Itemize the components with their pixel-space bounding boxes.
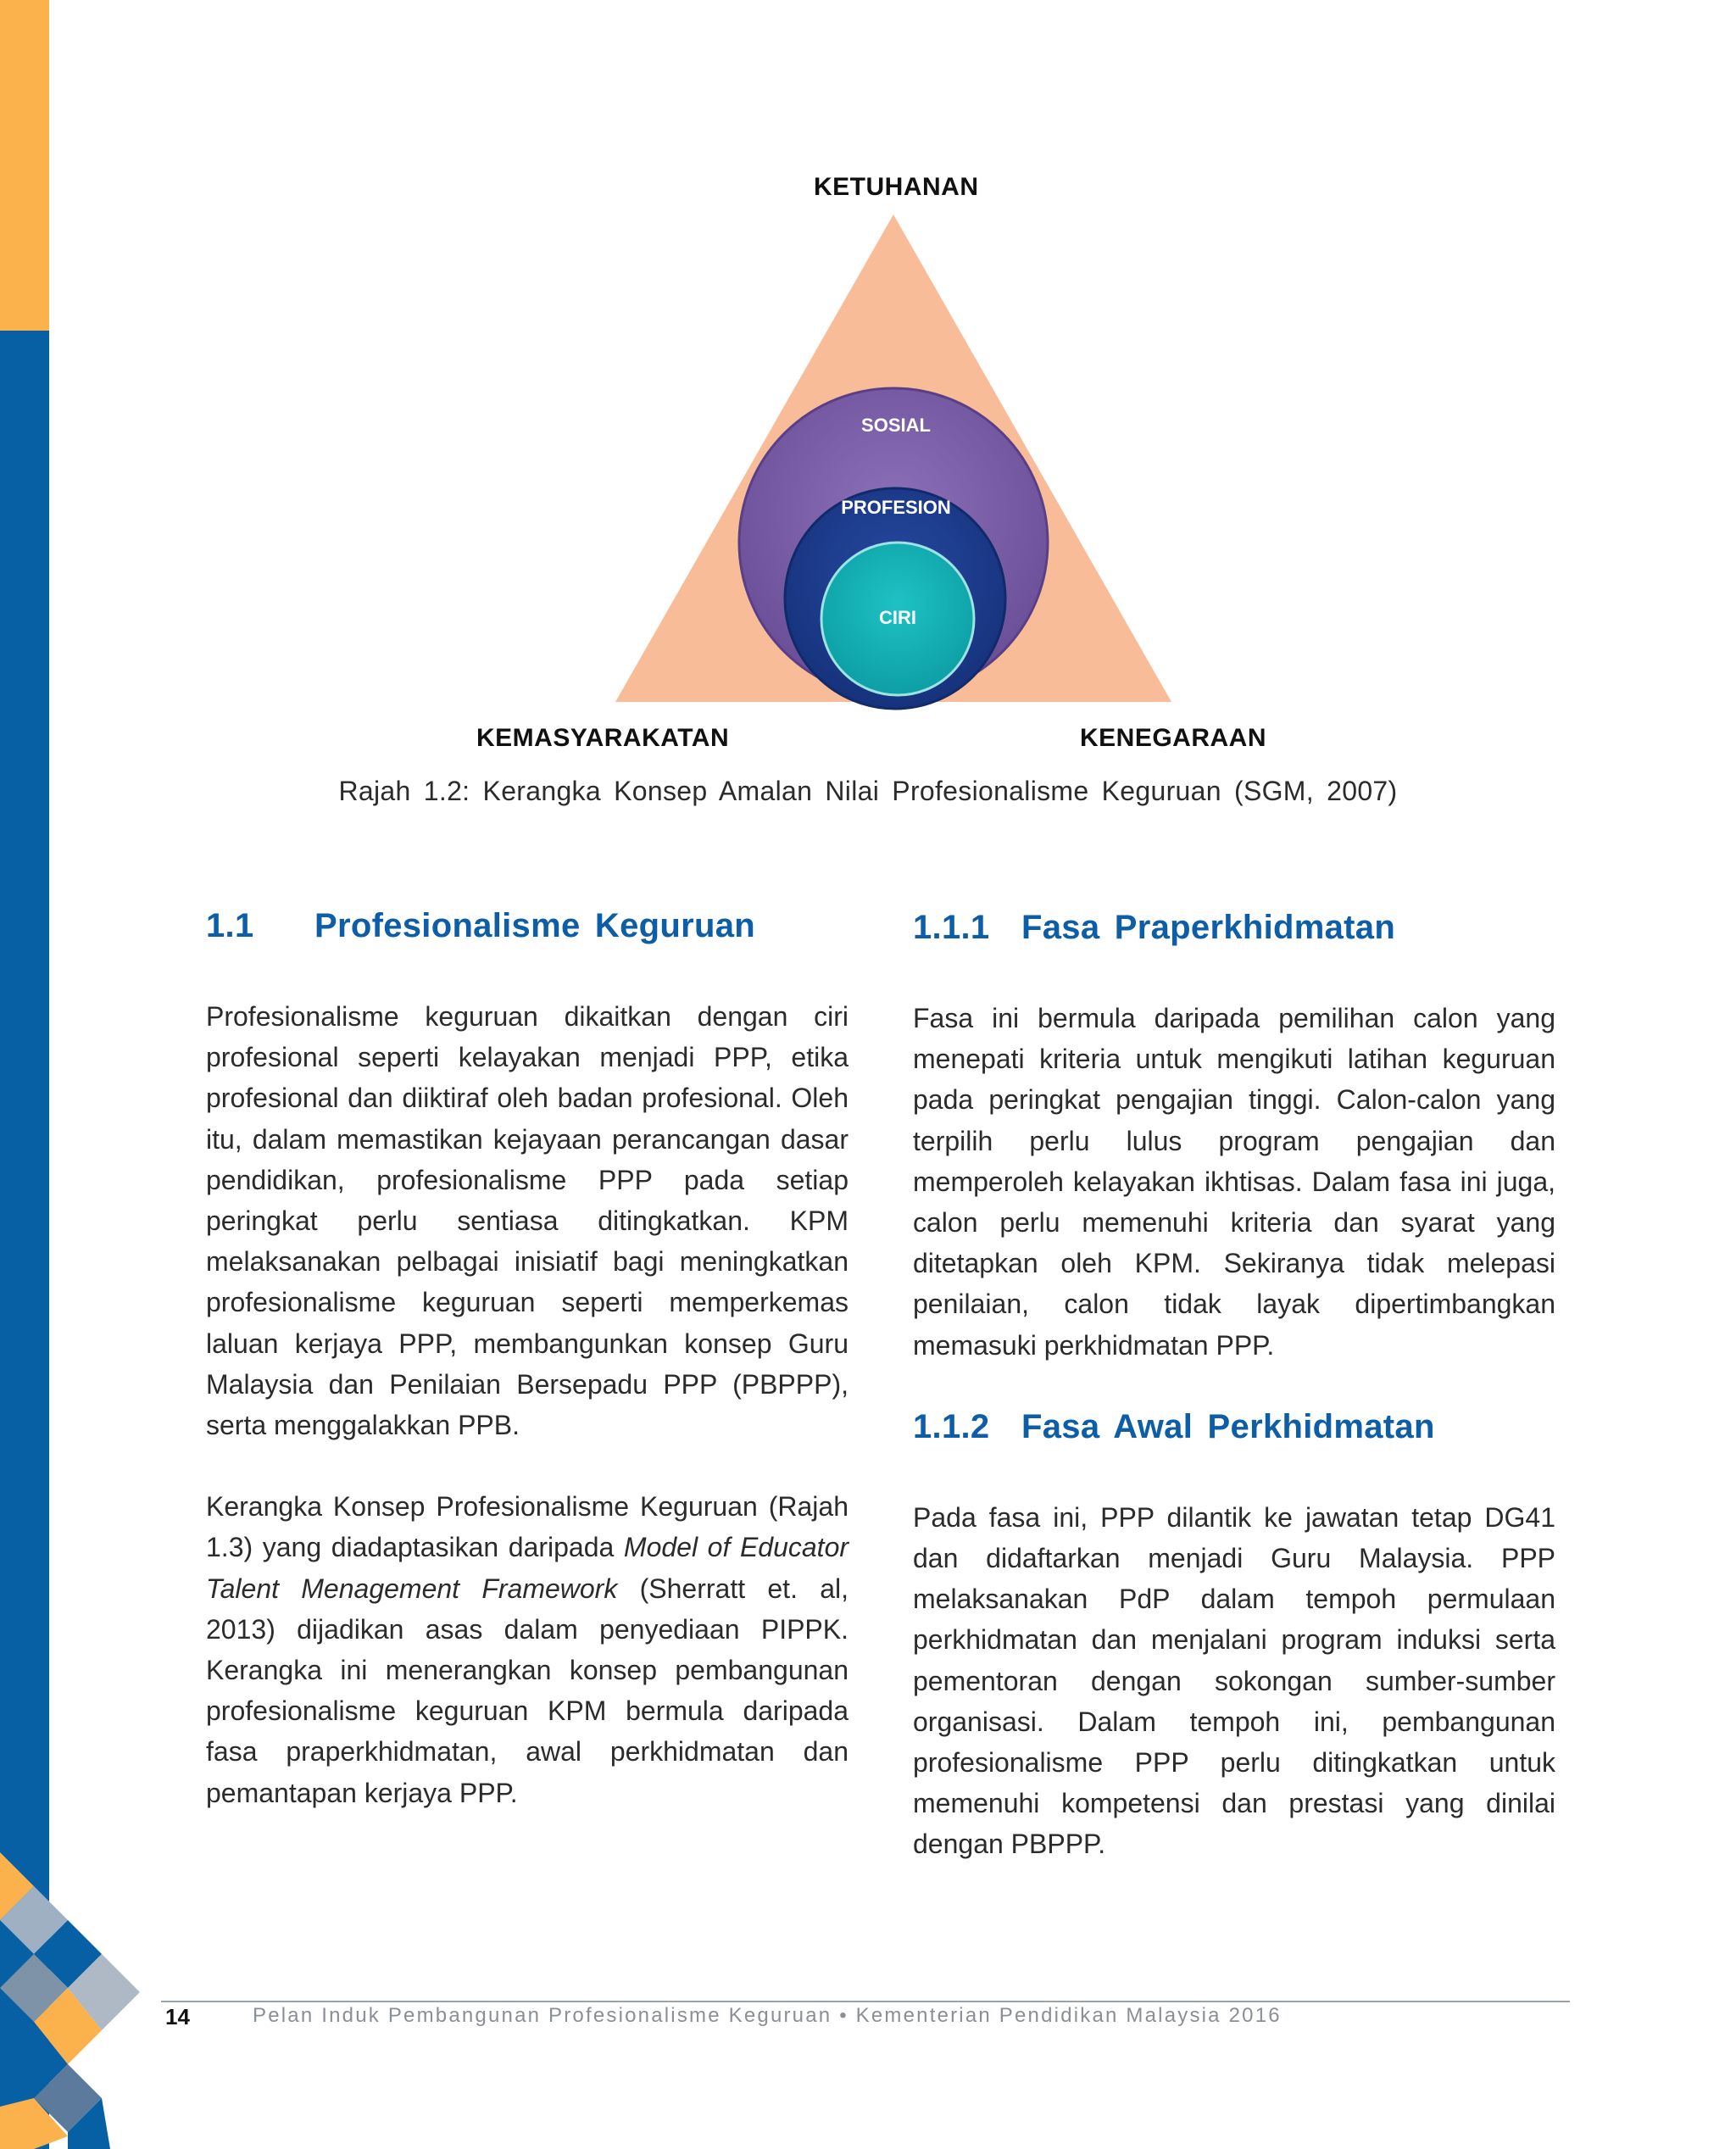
paragraph: Fasa ini bermula daripada pemilihan calon yang menepati kriteria untuk mengikuti latihan keguruan pada peringkat pengajian tinggi. Calon-calon yang terpilih perlu lulus program pengajian dan memperoleh kelayakan ikhtisas. Dalam fasa ini juga, calon perlu memenuhi kriteria dan syarat yang ditetapkan oleh KPM. Sekiranya tidak melepasi penilaian, calon tidak layak dipertimbangkan memasuki perkhidmatan PPP. [913,1003,1555,1361]
italic-reference: Model of Educator Talent Menagement Framework [206,1532,849,1604]
section-heading-1-1 [206,907,849,945]
footer-text: Pelan Induk Pembangunan Profesionalisme Keguruan • Kementerian Pendidikan Malaysia 2016 [253,2004,1282,2027]
paragraph: Pada fasa ini, PPP dilantik ke jawatan tetap DG41 dan didaftarkan menjadi Guru Malaysia. PPP melaksanakan PdP dalam tempoh permulaan perkhidmatan dan menjalani program induksi serta pementoran dengan sokongan sumber-sumber organisasi. Dalam tempoh ini, pembangunan profesionalisme PPP perlu ditingkatkan untuk memenuhi kompetensi dan prestasi yang dinilai dengan PBPPP. [913,1501,1555,1860]
section-heading-1-1-1 [913,909,1555,947]
heading-title: Profesionalisme Keguruan [314,907,755,944]
heading-number: 1.1.1 [913,909,990,946]
paragraph [206,1486,849,1813]
corner-decoration [0,1852,153,2149]
left-column [206,907,849,1813]
paragraph: Profesionalisme keguruan dikaitkan dengan ciri profesional seperti kelayakan menjadi PPP, etika profesional dan diiktiraf oleh badan profesional. Oleh itu, dalam memastikan kejayaan perancangan dasar pendidikan, profesionalisme PPP pada setiap peringkat perlu sentiasa ditingkatkan. KPM melaksanakan pelbagai inisiatif bagi meningkatkan profesionalisme keguruan seperti memperkemas laluan kerjaya PPP, membangunkan konsep Guru Malaysia dan Penilaian Bersepadu PPP (PBPPP), serta menggalakkan PPB. [206,1001,849,1441]
heading-number: 1.1.2 [913,1407,990,1445]
label-ketuhanan: KETUHANAN [814,173,979,201]
paragraph-text: Kerangka Konsep Profesionalisme Keguruan (Rajah 1.3) yang diadaptasikan daripada [206,1491,849,1563]
paragraph-text: (Sherratt et. al, 2013) dijadikan asas dalam penyediaan PIPPK. Kerangka ini menerangkan konsep pembangunan profesionalisme keguruan KPM bermula daripada fasa praperkhidmatan, awal perkhidmatan dan pemantapan kerjaya PPP. [206,1573,849,1808]
label-kenegaraan: KENEGARAAN [1080,724,1267,752]
section-heading-1-1-2 [913,1408,1555,1446]
footer-rule [161,2001,1570,2002]
heading-title: Fasa Praperkhidmatan [1021,909,1396,946]
page-number: 14 [165,2004,190,2029]
label-sosial: SOSIAL [861,415,931,436]
label-kemasyarakatan: KEMASYARAKATAN [476,724,730,752]
value-framework-diagram [0,0,1736,848]
heading-title: Fasa Awal Perkhidmatan [1021,1407,1435,1445]
label-ciri: CIRI [879,607,916,628]
right-column [913,909,1555,1865]
diagram-caption: Rajah 1.2: Kerangka Konsep Amalan Nilai Profesionalisme Keguruan (SGM, 2007) [338,776,1398,806]
label-profesion: PROFESION [841,497,951,518]
heading-number: 1.1 [206,907,254,944]
